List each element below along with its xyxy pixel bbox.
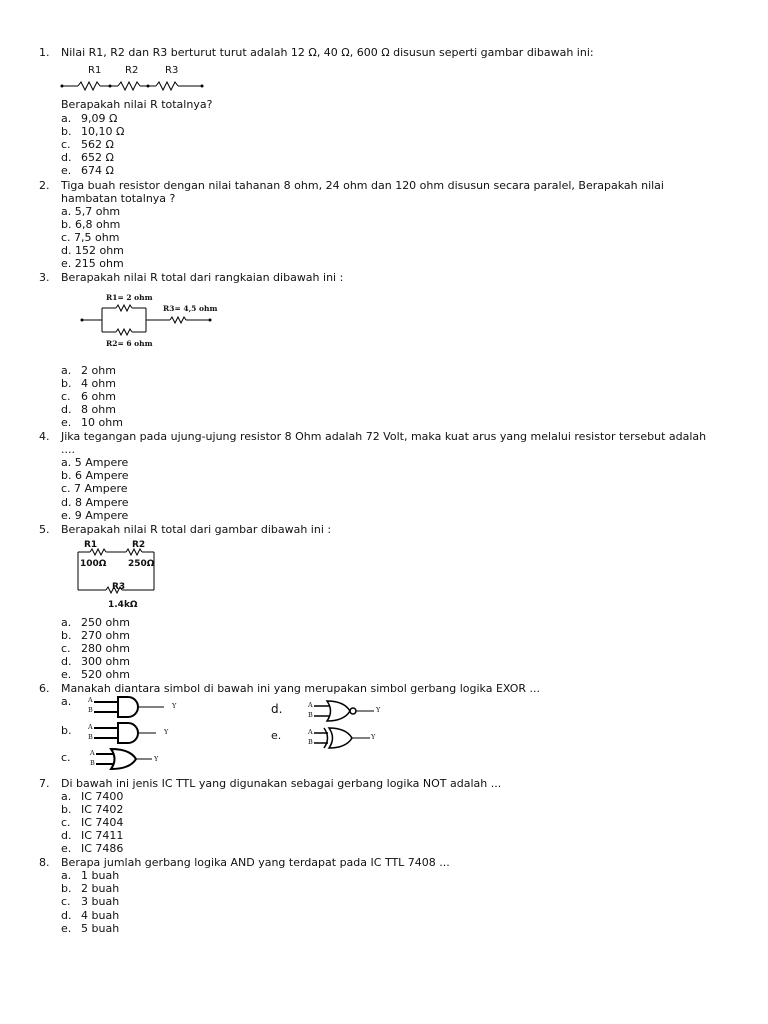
option-letter: c. xyxy=(61,816,71,829)
option-text: 4 buah xyxy=(81,909,120,922)
option-letter: d. xyxy=(61,151,72,164)
option-text: IC 7411 xyxy=(81,829,124,842)
option-letter: d. xyxy=(61,403,72,416)
option-text: b. 6 Ampere xyxy=(61,469,129,482)
question-number: 4. xyxy=(39,430,50,443)
pin-a-label: A xyxy=(88,696,93,704)
option-text: 562 Ω xyxy=(81,138,114,151)
option-letter: a. xyxy=(61,112,72,125)
r2-value: 250Ω xyxy=(128,559,155,569)
option-text: 280 ohm xyxy=(81,642,130,655)
pin-y-label: Y xyxy=(164,728,169,736)
option-text: 2 ohm xyxy=(81,364,116,377)
option-text: 1 buah xyxy=(81,869,120,882)
option-letter: a. xyxy=(61,869,72,882)
r1-label: R1= 2 ohm xyxy=(106,293,153,302)
option-text: 250 ohm xyxy=(81,616,130,629)
option-text: 10,10 Ω xyxy=(81,125,125,138)
option-letter: b. xyxy=(61,629,72,642)
pin-a-label: A xyxy=(308,701,313,709)
option-letter: b. xyxy=(61,882,72,895)
r3-label: R3 xyxy=(165,65,179,76)
pin-b-label: B xyxy=(308,711,313,719)
option-letter: c. xyxy=(61,642,71,655)
r3-value: 1.4kΩ xyxy=(108,600,138,610)
option-letter: a. xyxy=(61,790,72,803)
question-text: Berapakah nilai R total dari rangkaian dibawah ini : xyxy=(61,271,344,284)
question-text: .... xyxy=(61,443,75,456)
option-letter: a. xyxy=(61,364,72,377)
r3-label: R3 xyxy=(112,582,126,592)
r2-label: R2 xyxy=(132,540,146,550)
option-text: d. 152 ohm xyxy=(61,244,124,257)
question-text: Berapakah nilai R total dari gambar dibawah ini : xyxy=(61,523,332,536)
r1-label: R1 xyxy=(88,65,102,76)
option-text: 4 ohm xyxy=(81,377,116,390)
option-text: IC 7486 xyxy=(81,842,124,855)
question-number: 2. xyxy=(39,179,50,192)
r1-value: 100Ω xyxy=(80,559,107,569)
question-number: 5. xyxy=(39,523,50,536)
option-letter: b. xyxy=(61,724,72,737)
option-text: 8 ohm xyxy=(81,403,116,416)
option-text: IC 7402 xyxy=(81,803,124,816)
option-text: a. 5,7 ohm xyxy=(61,205,121,218)
option-letter: d. xyxy=(61,655,72,668)
option-text: 520 ohm xyxy=(81,668,130,681)
pin-b-label: B xyxy=(88,706,93,714)
pin-a-label: A xyxy=(88,723,93,731)
question-text: Tiga buah resistor dengan nilai tahanan 8 ohm, 24 ohm dan 120 ohm disusun secara paralel, Berapakah nilai xyxy=(61,179,664,192)
option-text: e. 215 ohm xyxy=(61,257,124,270)
question-number: 1. xyxy=(39,46,50,59)
option-text: 5 buah xyxy=(81,922,120,935)
question-text: Nilai R1, R2 dan R3 berturut turut adalah 12 Ω, 40 Ω, 600 Ω disusun seperti gambar dibawah ini: xyxy=(61,46,594,59)
option-letter: e. xyxy=(61,668,72,681)
question-number: 3. xyxy=(39,271,50,284)
pin-b-label: B xyxy=(90,759,95,767)
question-text: Di bawah ini jenis IC TTL yang digunakan sebagai gerbang logika NOT adalah ... xyxy=(61,777,502,790)
and-gate-icon xyxy=(94,696,177,720)
option-text: 10 ohm xyxy=(81,416,123,429)
r3-label: R3= 4,5 ohm xyxy=(163,304,218,313)
pin-b-label: B xyxy=(308,738,313,746)
nor-gate-icon xyxy=(314,700,384,724)
option-letter: e. xyxy=(61,922,72,935)
option-text: 2 buah xyxy=(81,882,120,895)
option-letter: c. xyxy=(61,138,71,151)
option-text: 674 Ω xyxy=(81,164,114,177)
question-number: 6. xyxy=(39,682,50,695)
option-letter: e. xyxy=(61,164,72,177)
question-text: hambatan totalnya ? xyxy=(61,192,176,205)
r2-label: R2= 6 ohm xyxy=(106,339,153,348)
option-letter: d. xyxy=(61,829,72,842)
option-letter: a. xyxy=(61,616,72,629)
option-text: 9,09 Ω xyxy=(81,112,118,125)
option-text: IC 7404 xyxy=(81,816,124,829)
option-letter: c. xyxy=(61,751,71,764)
or-gate-icon xyxy=(96,748,176,772)
question-number: 7. xyxy=(39,777,50,790)
pin-a-label: A xyxy=(90,749,95,757)
and-gate-icon xyxy=(94,722,174,746)
question-text: Jika tegangan pada ujung-ujung resistor 8 Ohm adalah 72 Volt, maka kuat arus yang melalui resistor tersebut adalah xyxy=(61,430,707,443)
question-text-after: Berapakah nilai R totalnya? xyxy=(61,98,213,111)
option-letter: e. xyxy=(61,416,72,429)
option-text: 300 ohm xyxy=(81,655,130,668)
option-text: b. 6,8 ohm xyxy=(61,218,121,231)
option-text: c. 7 Ampere xyxy=(61,482,128,495)
r1-label: R1 xyxy=(84,540,98,550)
option-text: d. 8 Ampere xyxy=(61,496,129,509)
question-text: Berapa jumlah gerbang logika AND yang terdapat pada IC TTL 7408 ... xyxy=(61,856,450,869)
option-letter: b. xyxy=(61,125,72,138)
pin-y-label: Y xyxy=(376,706,381,714)
option-text: e. 9 Ampere xyxy=(61,509,129,522)
option-text: a. 5 Ampere xyxy=(61,456,129,469)
option-letter: e. xyxy=(61,842,72,855)
option-text: 270 ohm xyxy=(81,629,130,642)
pin-y-label: Y xyxy=(371,733,376,741)
option-letter: d. xyxy=(61,909,72,922)
option-letter: d. xyxy=(271,702,283,716)
option-letter: b. xyxy=(61,377,72,390)
option-text: 3 buah xyxy=(81,895,120,908)
option-letter: b. xyxy=(61,803,72,816)
question-number: 8. xyxy=(39,856,50,869)
r2-label: R2 xyxy=(125,65,139,76)
question-text: Manakah diantara simbol di bawah ini yang merupakan simbol gerbang logika EXOR ... xyxy=(61,682,541,695)
pin-b-label: B xyxy=(88,733,93,741)
pin-a-label: A xyxy=(308,728,313,736)
pin-y-label: Y xyxy=(172,702,177,710)
option-letter: c. xyxy=(61,390,71,403)
option-letter: a. xyxy=(61,695,72,708)
option-letter: e. xyxy=(271,729,282,742)
option-text: IC 7400 xyxy=(81,790,124,803)
option-letter: c. xyxy=(61,895,71,908)
option-text: 6 ohm xyxy=(81,390,116,403)
option-text: c. 7,5 ohm xyxy=(61,231,120,244)
pin-y-label: Y xyxy=(154,755,159,763)
option-text: 652 Ω xyxy=(81,151,114,164)
